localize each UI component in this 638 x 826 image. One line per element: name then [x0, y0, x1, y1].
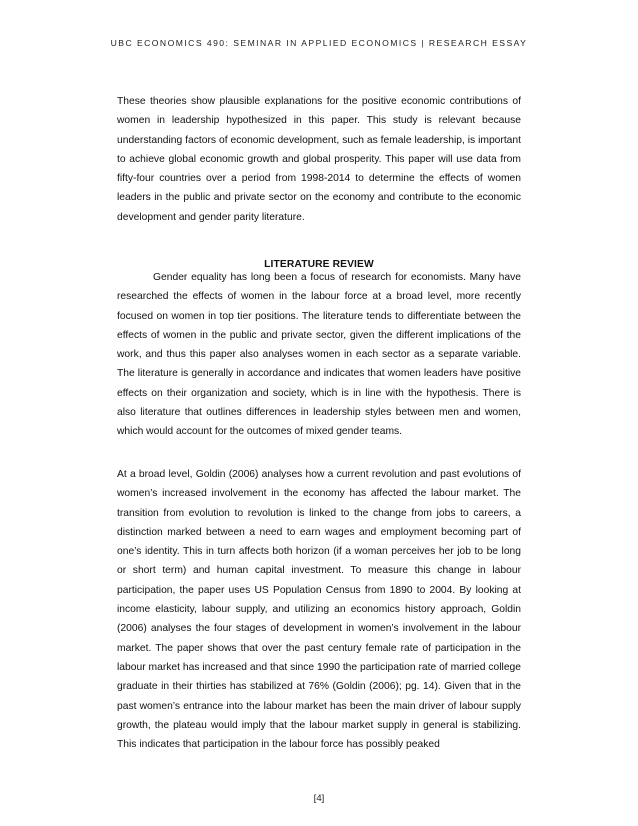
literature-paragraph-2: At a broad level, Goldin (2006) analyses how a current revolution and past evolutions of women’s increased involvement in the economy has affected the labour market. The transition from evolution to revolution is linked to the change from jobs to careers, a distinction marked between a need to earn wages and employment becoming part of one’s identity. This in turn affects both horizon (if a woman perceives her job to be long or short term) and human capital investment. To measure this change in labour participation, the paper uses US Population Census from 1890 to 2004. By looking at income elasticity, labour supply, and utilizing an economics history approach, Goldin (2006) analyses the four stages of development in women’s involvement in the labour market. The paper shows that over the past century female rate of participation in the labour market has increased and that since 1990 the participation rate of married college graduate in their thirties has stabilized at 76% (Goldin (2006); pg. 14). Given that in the past women’s entrance into the labour market has been the main driver of labour supply growth, the plateau would imply that the labour market supply in general is stabilizing. This indicates that participation in the labour force has possibly peaked — [117, 469, 521, 751]
literature-paragraph-1: Gender equality has long been a focus of research for economists. Many have researched the effects of women in the labour force at a broad level, more recently focused on women in top tier positions. The literature tends to differentiate between the effects of women in the public and private sector, given the different implications of the work, and thus this paper also analyses women in each sector as a separate variable. The literature is generally in accordance and indicates that women leaders have positive effects on their organization and society, which is in line with the hypothesis. There is also literature that outlines differences in leadership styles between men and women, which would account for the outcomes of mixed gender teams. — [117, 272, 521, 438]
page-number: [4] — [313, 793, 325, 804]
intro-paragraph: These theories show plausible explanations for the positive economic contributions of women in leadership hypothesized in this paper. This study is relevant because understanding factors of economic development, such as female leadership, is important to achieve global economic growth and global prosperity. This paper will use data from fifty-four countries over a period from 1998-2014 to determine the effects of women leaders in the public and private sector on the economy and contribute to the economic development and gender parity literature. — [117, 96, 521, 223]
section-heading-literature-review: LITERATURE REVIEW — [264, 259, 374, 270]
running-header: UBC ECONOMICS 490: SEMINAR IN APPLIED ECONOMICS | RESEARCH ESSAY — [110, 38, 528, 48]
